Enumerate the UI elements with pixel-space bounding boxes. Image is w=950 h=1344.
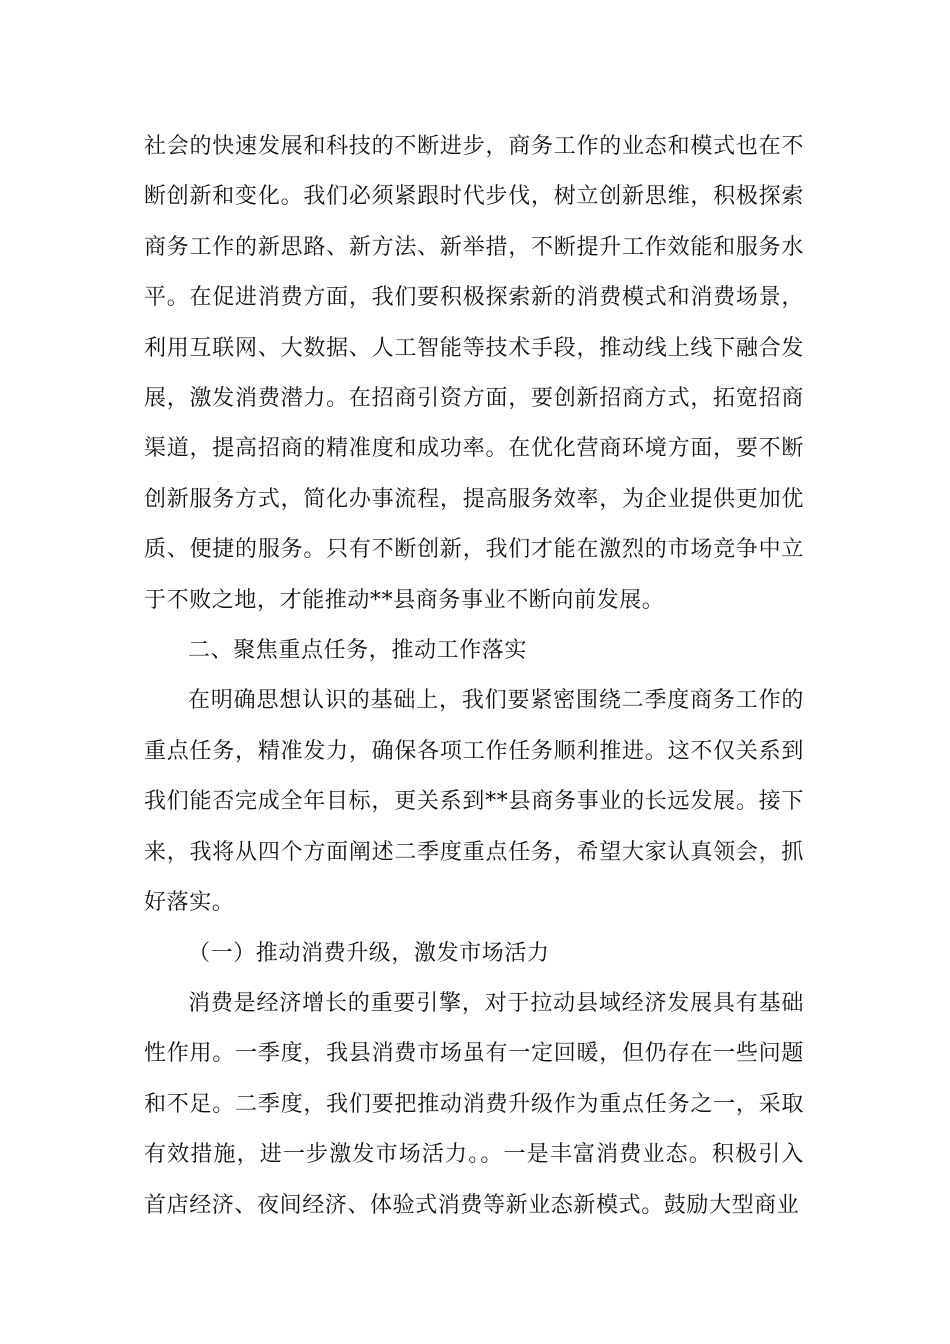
body-paragraph-continuation: 社会的快速发展和科技的不断进步，商务工作的业态和模式也在不断创新和变化。我们必须紧跟时代步伐，树立创新思维，积极探索商务工作的新思路、新方法、新举措，不断提升工作效能和服务水平。在促进消费方面，我们要积极探索新的消费模式和消费场景，利用互联网、大数据、人工智能等技术手段，推动线上线下融合发展，激发消费潜力。在招商引资方面，要创新招商方式，拓宽招商渠道，提高招商的精准度和成功率。在优化营商环境方面，要不断创新服务方式，简化办事流程，提高服务效率，为企业提供更加优质、便捷的服务。只有不断创新，我们才能在激烈的市场竞争中立于不败之地，才能推动**县商务事业不断向前发展。 <box>144 134 804 613</box>
body-paragraph-consumption: 消费是经济增长的重要引擎，对于拉动县域经济发展具有基础性作用。一季度，我县消费市场虽有一定回暖，但仍存在一些问题和不足。二季度，我们要把推动消费升级作为重点任务之一，采取有效措施，进一步激发市场活力。。一是丰富消费业态。积极引入首店经济、夜间经济、体验式消费等新业态新模式。鼓励大型商业 <box>144 990 804 1218</box>
section-heading-2: 二、聚焦重点任务，推动工作落实 <box>188 638 528 664</box>
document-page <box>144 122 804 1231</box>
subsection-heading-1: （一）推动消费升级，激发市场活力 <box>188 940 550 966</box>
body-paragraph-intro: 在明确思想认识的基础上，我们要紧密围绕二季度商务工作的重点任务，精准发力，确保各项工作任务顺利推进。这不仅关系到我们能否完成全年目标，更关系到**县商务事业的长远发展。接下来，我将从四个方面阐述二季度重点任务，希望大家认真领会，抓好落实。 <box>144 688 804 916</box>
